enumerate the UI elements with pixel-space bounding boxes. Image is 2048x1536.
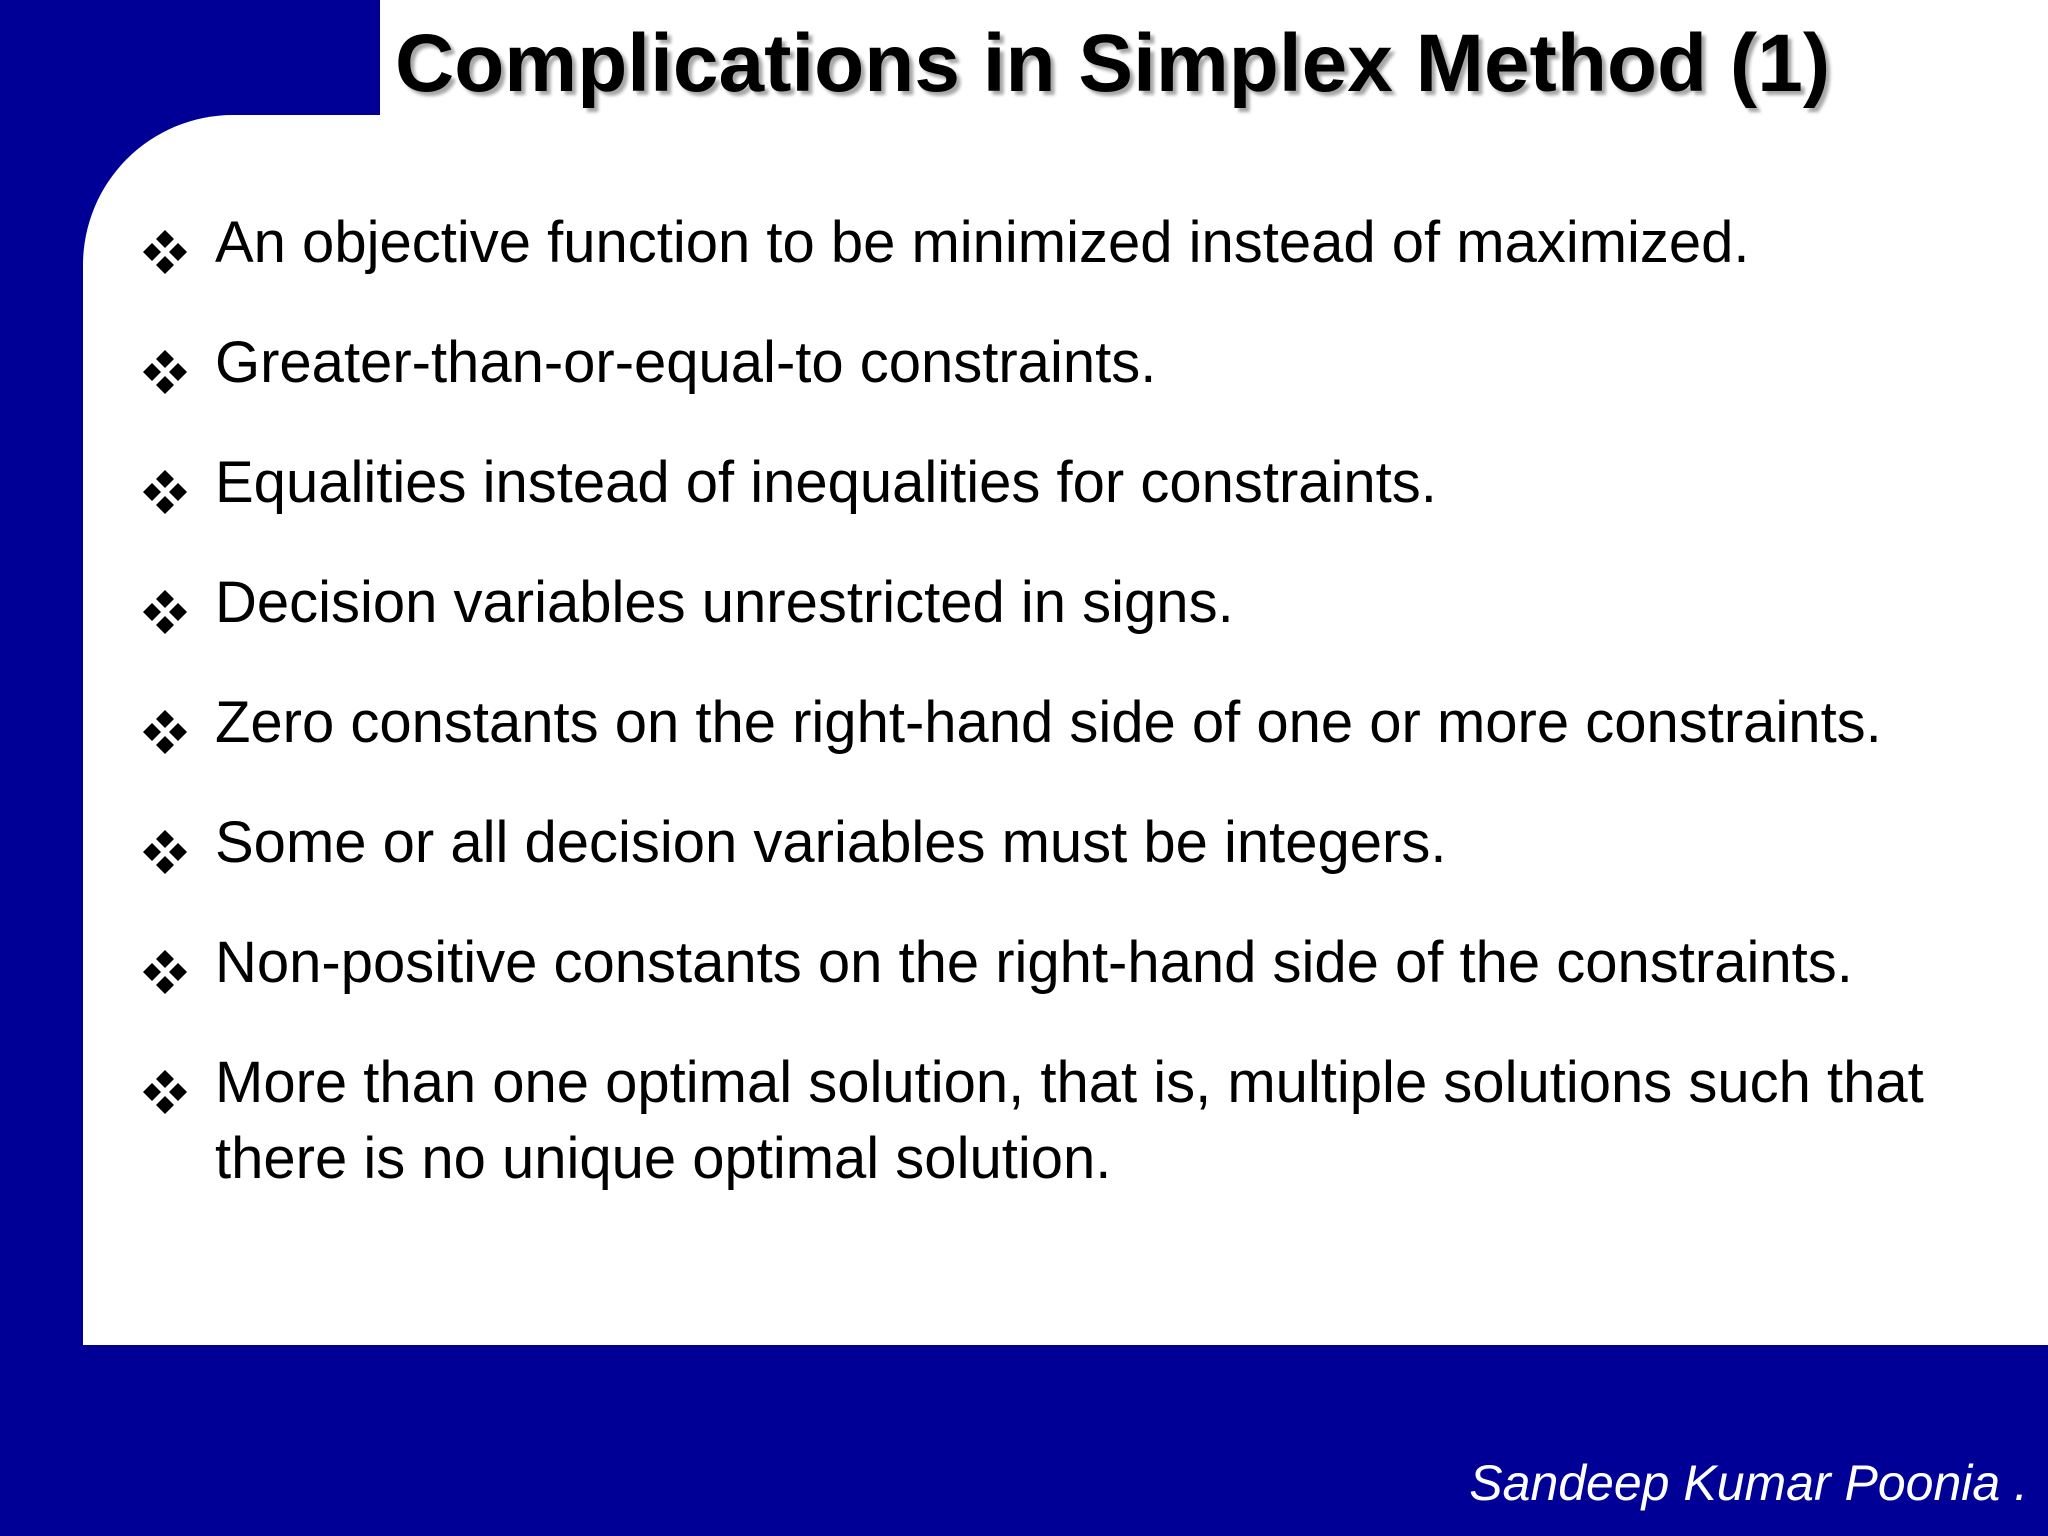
bullet-text: Zero constants on the right-hand side of one or more constraints. xyxy=(215,690,1882,755)
bullet-text: Equalities instead of inequalities for constraints. xyxy=(215,450,1437,515)
bullet-list xyxy=(140,205,2000,1241)
bullet-item xyxy=(140,925,2000,1001)
four-diamond-bullet-icon xyxy=(142,589,188,635)
bullet-item xyxy=(140,805,2000,881)
bullet-item xyxy=(140,325,2000,401)
bullet-item xyxy=(140,565,2000,641)
four-diamond-bullet-icon xyxy=(142,469,188,515)
footer-author: Sandeep Kumar Poonia . xyxy=(1469,1455,2028,1511)
bullet-text: Some or all decision variables must be integers. xyxy=(215,810,1447,875)
bullet-item xyxy=(140,445,2000,521)
bullet-text: Decision variables unrestricted in signs. xyxy=(215,570,1234,635)
four-diamond-bullet-icon xyxy=(142,949,188,995)
bullet-text: Greater-than-or-equal-to constraints. xyxy=(215,330,1157,395)
bullet-text: Non-positive constants on the right-hand side of the constraints. xyxy=(215,930,1853,995)
four-diamond-bullet-icon xyxy=(142,349,188,395)
bullet-text: More than one optimal solution, that is, multiple solutions such that there is no unique optimal solution. xyxy=(215,1050,1924,1191)
four-diamond-bullet-icon xyxy=(142,829,188,875)
bullet-item xyxy=(140,1045,2000,1197)
bullet-text: An objective function to be minimized instead of maximized. xyxy=(215,210,1750,275)
bullet-item xyxy=(140,205,2000,281)
four-diamond-bullet-icon xyxy=(142,1069,188,1115)
bullet-item xyxy=(140,685,2000,761)
four-diamond-bullet-icon xyxy=(142,229,188,275)
four-diamond-bullet-icon xyxy=(142,709,188,755)
slide-title: Complications in Simplex Method (1) xyxy=(395,18,1831,109)
